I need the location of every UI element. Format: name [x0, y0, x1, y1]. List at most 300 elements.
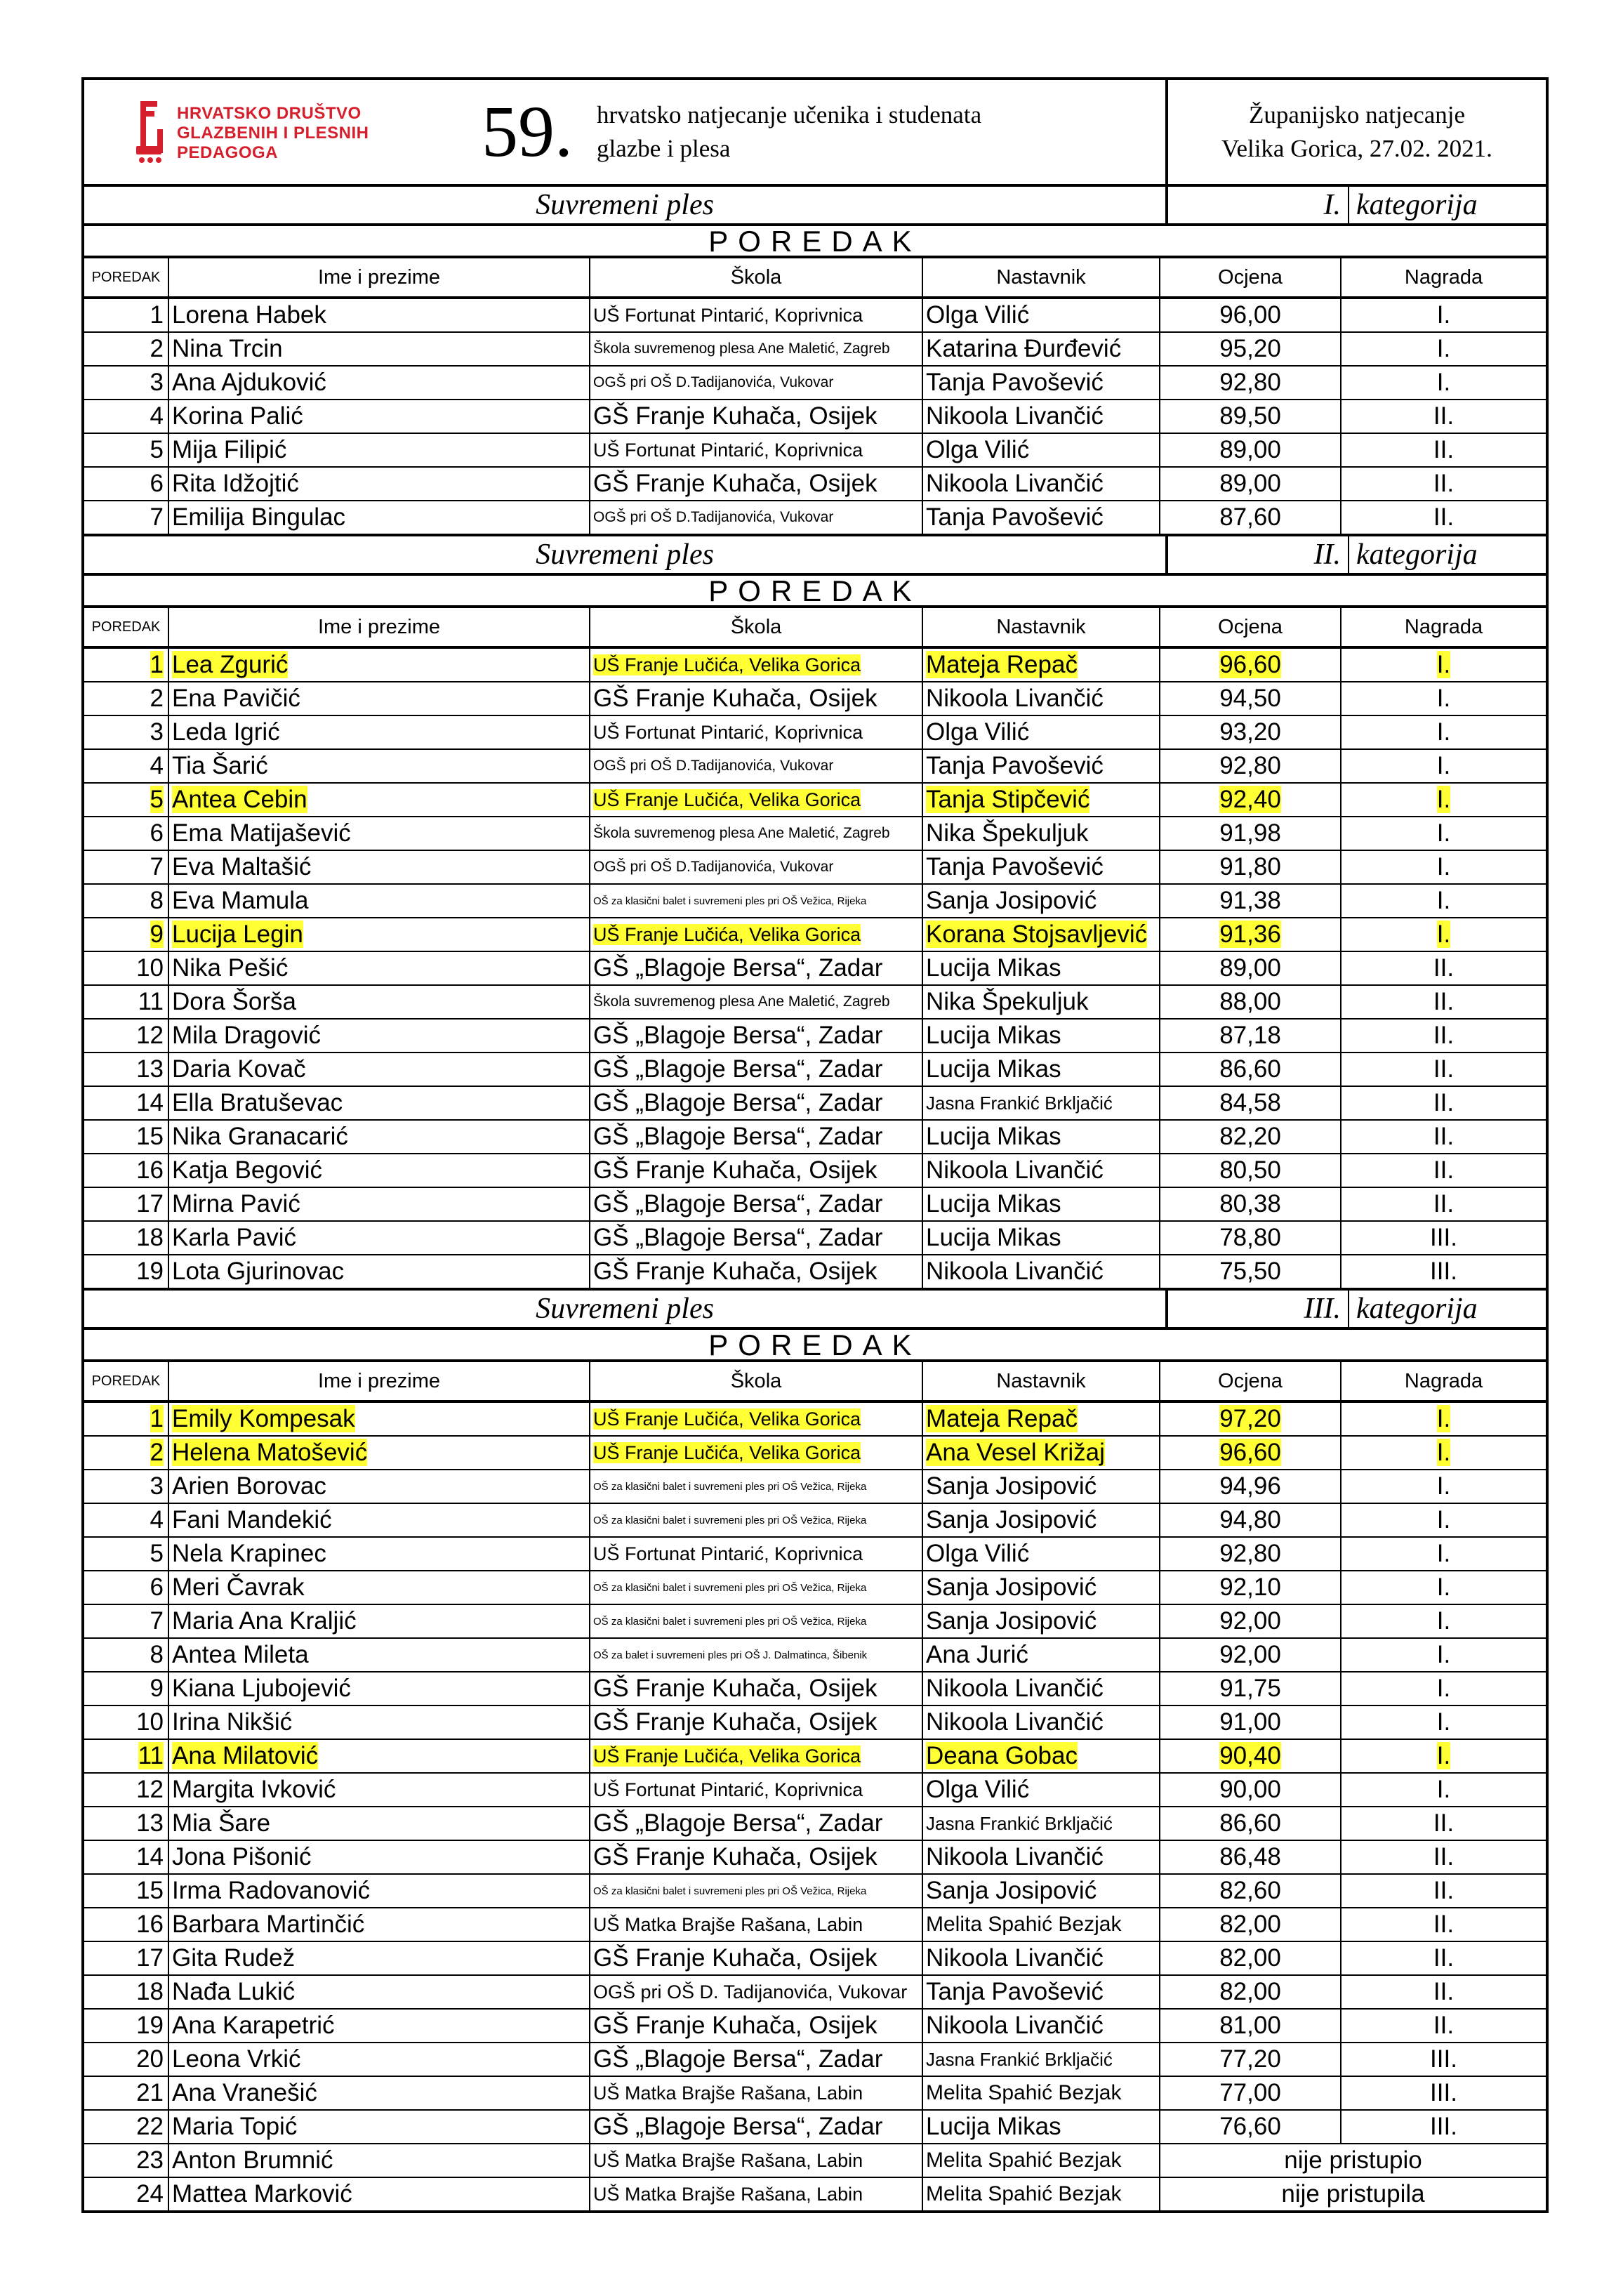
award-cell — [1341, 1908, 1546, 1941]
teacher-cell — [922, 1672, 1160, 1705]
school-name: GŠ „Blagoje Bersa“, Zadar — [593, 954, 883, 982]
score-cell — [1160, 1672, 1341, 1705]
school-name: GŠ „Blagoje Bersa“, Zadar — [593, 1055, 883, 1083]
school-cell — [590, 2177, 922, 2210]
table-row — [84, 951, 1546, 985]
score-value: 88,00 — [1219, 988, 1281, 1015]
score-value: 77,20 — [1219, 2045, 1281, 2073]
award-cell — [1341, 884, 1546, 918]
rank-value: 19 — [136, 2012, 164, 2039]
name-cell — [168, 749, 590, 783]
name-cell — [168, 2043, 590, 2076]
score-value: 91,38 — [1219, 887, 1281, 914]
contestant-name: Gita Rudež — [172, 1944, 296, 1972]
result-sections — [84, 187, 1546, 2210]
discipline-title: Suvremeni ples — [84, 1291, 1168, 1327]
teacher-name: Lucija Mikas — [926, 1224, 1061, 1251]
score-value: 93,20 — [1219, 718, 1281, 746]
score-cell — [1160, 1154, 1341, 1187]
teacher-name: Tanja Pavošević — [926, 853, 1104, 880]
school-name: UŠ Fortunat Pintarić, Koprivnica — [593, 304, 863, 326]
teacher-cell — [922, 1470, 1160, 1503]
award-value: I. — [1436, 718, 1451, 746]
teacher-cell — [922, 1908, 1160, 1941]
table-header-row — [84, 1362, 1546, 1401]
table-header-row — [84, 608, 1546, 647]
teacher-cell — [922, 1436, 1160, 1470]
teacher-cell — [922, 850, 1160, 884]
score-cell — [1160, 1739, 1341, 1773]
score-cell — [1160, 749, 1341, 783]
award-cell — [1341, 1120, 1546, 1154]
rank-cell — [84, 1470, 168, 1503]
rank-cell — [84, 1604, 168, 1638]
award-cell — [1341, 1604, 1546, 1638]
award-cell — [1341, 1672, 1546, 1705]
rank-value: 3 — [150, 1472, 164, 1500]
score-cell — [1160, 1941, 1341, 1975]
award-value: III. — [1430, 2113, 1457, 2140]
competition-title — [597, 98, 981, 166]
rank-cell — [84, 1975, 168, 2009]
teacher-name: Nikoola Livančić — [926, 685, 1104, 712]
table-row — [84, 332, 1546, 366]
discipline-title: Suvremeni ples — [84, 536, 1168, 573]
contestant-name: Mirna Pavić — [172, 1190, 300, 1218]
school-cell — [590, 1255, 922, 1289]
school-name: OGŠ pri OŠ D.Tadijanovića, Vukovar — [593, 509, 834, 525]
score-value: 86,48 — [1219, 1843, 1281, 1871]
school-cell — [590, 467, 922, 501]
teacher-name: Tanja Pavošević — [926, 503, 1104, 531]
rank-cell — [84, 1941, 168, 1975]
score-value: 76,60 — [1219, 2113, 1281, 2140]
rank-cell — [84, 951, 168, 985]
score-cell — [1160, 1840, 1341, 1874]
school-cell — [590, 1401, 922, 1436]
absence-status: nije pristupila — [1281, 2180, 1425, 2208]
teacher-name: Lucija Mikas — [926, 1123, 1061, 1150]
school-name: UŠ Franje Lučića, Velika Gorica — [593, 789, 861, 810]
teacher-cell — [922, 1503, 1160, 1537]
rank-cell — [84, 1705, 168, 1739]
teacher-cell — [922, 1874, 1160, 1908]
contestant-name: Lorena Habek — [172, 301, 326, 329]
table-row — [84, 1941, 1546, 1975]
table-row — [84, 1154, 1546, 1187]
rank-value: 16 — [136, 1911, 164, 1938]
award-value: II. — [1433, 2012, 1455, 2039]
school-name: GŠ Franje Kuhača, Osijek — [593, 402, 877, 430]
score-value: 92,00 — [1219, 1641, 1281, 1668]
name-cell — [168, 918, 590, 951]
teacher-name: Nikoola Livančić — [926, 1156, 1104, 1184]
table-row — [84, 1874, 1546, 1908]
category-section — [84, 1291, 1546, 2210]
score-value: 97,20 — [1219, 1405, 1281, 1432]
award-value: I. — [1436, 369, 1451, 396]
award-value: I. — [1436, 1506, 1451, 1533]
contestant-name: Mija Filipić — [172, 436, 287, 463]
contestant-name: Eva Mamula — [172, 887, 309, 914]
award-value: II. — [1433, 1911, 1455, 1938]
score-value: 75,50 — [1219, 1258, 1281, 1285]
name-cell — [168, 332, 590, 366]
teacher-cell — [922, 1255, 1160, 1289]
name-cell — [168, 1255, 590, 1289]
table-row — [84, 1436, 1546, 1470]
teacher-name: Sanja Josipović — [926, 1472, 1097, 1500]
school-name: GŠ Franje Kuhača, Osijek — [593, 1843, 877, 1871]
name-cell — [168, 951, 590, 985]
school-cell — [590, 366, 922, 400]
score-cell — [1160, 1401, 1341, 1436]
award-cell — [1341, 1874, 1546, 1908]
award-cell — [1341, 1773, 1546, 1807]
rank-value: 13 — [136, 1055, 164, 1083]
score-value: 89,00 — [1219, 954, 1281, 982]
contestant-name: Mia Šare — [172, 1809, 271, 1837]
score-cell — [1160, 918, 1341, 951]
rank-cell — [84, 1908, 168, 1941]
school-name: UŠ Franje Lučića, Velika Gorica — [593, 654, 861, 675]
rank-cell — [84, 749, 168, 783]
teacher-name: Sanja Josipović — [926, 1573, 1097, 1601]
award-value: I. — [1436, 921, 1451, 948]
teacher-cell — [922, 884, 1160, 918]
school-cell — [590, 1187, 922, 1221]
score-cell — [1160, 1120, 1341, 1154]
score-cell — [1160, 1255, 1341, 1289]
teacher-name: Nika Špekuljuk — [926, 988, 1089, 1015]
table-row — [84, 1187, 1546, 1221]
name-cell — [168, 1221, 590, 1255]
school-cell — [590, 332, 922, 366]
rank-value: 4 — [150, 402, 164, 430]
name-cell — [168, 1840, 590, 1874]
rank-cell — [84, 783, 168, 817]
rank-cell — [84, 1120, 168, 1154]
score-value: 80,50 — [1219, 1156, 1281, 1184]
contestant-name: Ana Ajduković — [172, 369, 326, 396]
rank-cell — [84, 1739, 168, 1773]
score-value: 78,80 — [1219, 1224, 1281, 1251]
teacher-cell — [922, 1154, 1160, 1187]
award-value: II. — [1433, 1877, 1455, 1904]
school-cell — [590, 400, 922, 433]
rank-cell — [84, 1401, 168, 1436]
teacher-cell — [922, 2076, 1160, 2110]
table-row — [84, 1975, 1546, 2009]
rank-value: 5 — [150, 786, 164, 813]
teacher-cell — [922, 2144, 1160, 2177]
school-name: UŠ Franje Lučića, Velika Gorica — [593, 923, 861, 945]
school-name: GŠ „Blagoje Bersa“, Zadar — [593, 1022, 883, 1049]
name-cell — [168, 1874, 590, 1908]
table-row — [84, 1255, 1546, 1289]
award-value: I. — [1436, 301, 1451, 329]
rank-value: 20 — [136, 2045, 164, 2073]
contestant-name: Emily Kompesak — [172, 1405, 355, 1432]
name-cell — [168, 433, 590, 467]
score-value: 84,58 — [1219, 1089, 1281, 1116]
rank-cell — [84, 1874, 168, 1908]
contestant-name: Margita Ivković — [172, 1776, 336, 1803]
school-cell — [590, 1503, 922, 1537]
logo-line-3: PEDAGOGA — [177, 143, 279, 162]
rank-value: 21 — [136, 2079, 164, 2106]
name-cell — [168, 985, 590, 1019]
category-header — [84, 187, 1546, 226]
col-school-header: Škola — [590, 258, 922, 298]
school-cell — [590, 1086, 922, 1120]
rank-value: 6 — [150, 470, 164, 497]
score-value: 82,60 — [1219, 1877, 1281, 1904]
teacher-cell — [922, 2110, 1160, 2144]
school-cell — [590, 1941, 922, 1975]
rank-value: 18 — [136, 1978, 164, 2005]
award-value: III. — [1430, 1258, 1457, 1285]
school-name: UŠ Fortunat Pintarić, Koprivnica — [593, 1543, 863, 1564]
score-cell — [1160, 951, 1341, 985]
award-cell — [1341, 332, 1546, 366]
score-cell — [1160, 1807, 1341, 1840]
score-value: 92,00 — [1219, 1607, 1281, 1635]
rank-value: 2 — [150, 335, 164, 362]
school-name: UŠ Fortunat Pintarić, Koprivnica — [593, 439, 863, 461]
score-cell — [1160, 501, 1341, 535]
teacher-name: Tanja Pavošević — [926, 369, 1104, 396]
award-cell — [1341, 951, 1546, 985]
award-value: I. — [1436, 1439, 1451, 1466]
rank-cell — [84, 400, 168, 433]
rank-cell — [84, 884, 168, 918]
table-row — [84, 1019, 1546, 1053]
school-name: GŠ „Blagoje Bersa“, Zadar — [593, 1190, 883, 1218]
name-cell — [168, 298, 590, 332]
teacher-cell — [922, 1638, 1160, 1672]
award-cell — [1341, 850, 1546, 884]
teacher-cell — [922, 1053, 1160, 1086]
school-name: GŠ Franje Kuhača, Osijek — [593, 1675, 877, 1702]
rank-value: 23 — [136, 2146, 164, 2174]
rank-cell — [84, 1019, 168, 1053]
rank-cell — [84, 298, 168, 332]
school-cell — [590, 433, 922, 467]
award-cell — [1341, 1255, 1546, 1289]
school-name: OŠ za balet i suvremeni ples pri OŠ J. Dalmatinca, Šibenik — [593, 1649, 868, 1661]
school-name: GŠ Franje Kuhača, Osijek — [593, 1708, 877, 1736]
discipline-title: Suvremeni ples — [84, 187, 1168, 223]
name-cell — [168, 1401, 590, 1436]
rank-cell — [84, 2177, 168, 2210]
score-value: 82,00 — [1219, 1911, 1281, 1938]
rank-cell — [84, 433, 168, 467]
rank-cell — [84, 1086, 168, 1120]
school-name: OŠ za klasični balet i suvremeni ples pri OŠ Vežica, Rijeka — [593, 1514, 867, 1526]
score-cell — [1160, 985, 1341, 1019]
school-cell — [590, 2144, 922, 2177]
award-value: II. — [1433, 1843, 1455, 1871]
rank-cell — [84, 1537, 168, 1571]
award-value: II. — [1433, 1978, 1455, 2005]
school-name: Škola suvremenog plesa Ane Maletić, Zagreb — [593, 994, 890, 1010]
award-cell — [1341, 1221, 1546, 1255]
table-row — [84, 298, 1546, 332]
school-cell — [590, 1638, 922, 1672]
school-name: UŠ Franje Lučića, Velika Gorica — [593, 1441, 861, 1463]
score-value: 80,38 — [1219, 1190, 1281, 1218]
contestant-name: Anton Brumnić — [172, 2146, 333, 2174]
teacher-cell — [922, 1120, 1160, 1154]
category-word: kategorija — [1356, 539, 1478, 571]
status-cell — [1160, 2177, 1546, 2210]
teacher-name: Nikoola Livančić — [926, 470, 1104, 497]
contestant-name: Mattea Marković — [172, 2180, 352, 2208]
name-cell — [168, 715, 590, 749]
col-rank-header: POREDAK — [84, 608, 168, 647]
score-cell — [1160, 400, 1341, 433]
award-value: I. — [1436, 1742, 1451, 1769]
contestant-name: Leda Igrić — [172, 718, 280, 746]
table-row — [84, 2076, 1546, 2110]
teacher-name: Olga Vilić — [926, 1776, 1030, 1803]
school-name: OŠ za klasični balet i suvremeni ples pri OŠ Vežica, Rijeka — [593, 1480, 867, 1493]
name-cell — [168, 1807, 590, 1840]
school-name: GŠ Franje Kuhača, Osijek — [593, 1944, 877, 1972]
school-cell — [590, 884, 922, 918]
school-cell — [590, 1053, 922, 1086]
award-cell — [1341, 2076, 1546, 2110]
category-word: kategorija — [1356, 1293, 1478, 1325]
rank-cell — [84, 1773, 168, 1807]
table-row — [84, 366, 1546, 400]
poredak-heading: POREDAK — [84, 576, 1546, 608]
contestant-name: Nađa Lukić — [172, 1978, 296, 2005]
score-value: 82,20 — [1219, 1123, 1281, 1150]
teacher-cell — [922, 2009, 1160, 2043]
award-cell — [1341, 1537, 1546, 1571]
school-name: UŠ Matka Brajše Rašana, Labin — [593, 1913, 863, 1935]
school-cell — [590, 2043, 922, 2076]
rank-value: 9 — [150, 921, 164, 948]
school-cell — [590, 1221, 922, 1255]
name-cell — [168, 1672, 590, 1705]
school-cell — [590, 1604, 922, 1638]
teacher-name: Jasna Frankić Brkljačić — [926, 2048, 1113, 2070]
col-teacher-header: Nastavnik — [922, 608, 1160, 647]
header-right — [1168, 80, 1546, 184]
table-row — [84, 2009, 1546, 2043]
rank-value: 15 — [136, 1877, 164, 1904]
contestant-name: Barbara Martinčić — [172, 1911, 365, 1938]
school-cell — [590, 2009, 922, 2043]
table-row — [84, 2177, 1546, 2210]
contestant-name: Rita Idžojtić — [172, 470, 299, 497]
score-value: 87,18 — [1219, 1022, 1281, 1049]
category-word: kategorija — [1356, 189, 1478, 221]
award-cell — [1341, 1401, 1546, 1436]
rank-cell — [84, 1638, 168, 1672]
name-cell — [168, 1604, 590, 1638]
rank-cell — [84, 1053, 168, 1086]
rank-value: 4 — [150, 752, 164, 779]
rank-value: 11 — [138, 1742, 164, 1769]
school-name: UŠ Fortunat Pintarić, Koprivnica — [593, 721, 863, 743]
award-value: II. — [1433, 1089, 1455, 1116]
teacher-name: Nika Špekuljuk — [926, 819, 1089, 847]
rank-cell — [84, 817, 168, 850]
contestant-name: Leona Vrkić — [172, 2045, 301, 2073]
name-cell — [168, 783, 590, 817]
col-school-header: Škola — [590, 608, 922, 647]
contestant-name: Arien Borovac — [172, 1472, 326, 1500]
award-value: II. — [1433, 1944, 1455, 1972]
table-row — [84, 1807, 1546, 1840]
teacher-name: Nikoola Livančić — [926, 2012, 1104, 2039]
score-value: 91,00 — [1219, 1708, 1281, 1736]
school-cell — [590, 1705, 922, 1739]
table-header-row — [84, 258, 1546, 298]
table-row — [84, 647, 1546, 682]
rank-value: 5 — [150, 1540, 164, 1567]
award-cell — [1341, 433, 1546, 467]
contestant-name: Irina Nikšić — [172, 1708, 293, 1736]
name-cell — [168, 1739, 590, 1773]
name-cell — [168, 1120, 590, 1154]
poredak-heading: POREDAK — [84, 226, 1546, 258]
school-cell — [590, 298, 922, 332]
teacher-cell — [922, 1941, 1160, 1975]
award-value: I. — [1436, 335, 1451, 362]
score-value: 82,00 — [1219, 1944, 1281, 1972]
rank-value: 8 — [150, 1641, 164, 1668]
results-table — [84, 608, 1546, 1291]
award-cell — [1341, 1807, 1546, 1840]
table-row — [84, 2144, 1546, 2177]
score-cell — [1160, 1638, 1341, 1672]
competition-number: 59. — [482, 91, 573, 172]
col-school-header: Škola — [590, 1362, 922, 1401]
rank-cell — [84, 366, 168, 400]
school-cell — [590, 985, 922, 1019]
school-cell — [590, 2110, 922, 2144]
teacher-name: Sanja Josipović — [926, 1877, 1097, 1904]
rank-cell — [84, 682, 168, 715]
school-name: GŠ „Blagoje Bersa“, Zadar — [593, 1123, 883, 1150]
score-cell — [1160, 1187, 1341, 1221]
score-value: 89,50 — [1219, 402, 1281, 430]
teacher-name: Tanja Stipčević — [926, 786, 1090, 813]
absence-status: nije pristupio — [1284, 2146, 1422, 2174]
rank-value: 2 — [150, 1439, 164, 1466]
table-row — [84, 918, 1546, 951]
teacher-name: Lucija Mikas — [926, 1190, 1061, 1218]
logo-mark-icon — [133, 101, 170, 164]
teacher-name: Ana Jurić — [926, 1641, 1028, 1668]
table-row — [84, 1773, 1546, 1807]
school-cell — [590, 501, 922, 535]
teacher-cell — [922, 501, 1160, 535]
contestant-name: Lota Gjurinovac — [172, 1258, 345, 1285]
teacher-cell — [922, 1705, 1160, 1739]
award-cell — [1341, 1086, 1546, 1120]
rank-value: 24 — [136, 2180, 164, 2208]
award-cell — [1341, 1571, 1546, 1604]
school-name: OŠ za klasični balet i suvremeni ples pri OŠ Vežica, Rijeka — [593, 1581, 867, 1594]
col-teacher-header: Nastavnik — [922, 258, 1160, 298]
rank-value: 4 — [150, 1506, 164, 1533]
